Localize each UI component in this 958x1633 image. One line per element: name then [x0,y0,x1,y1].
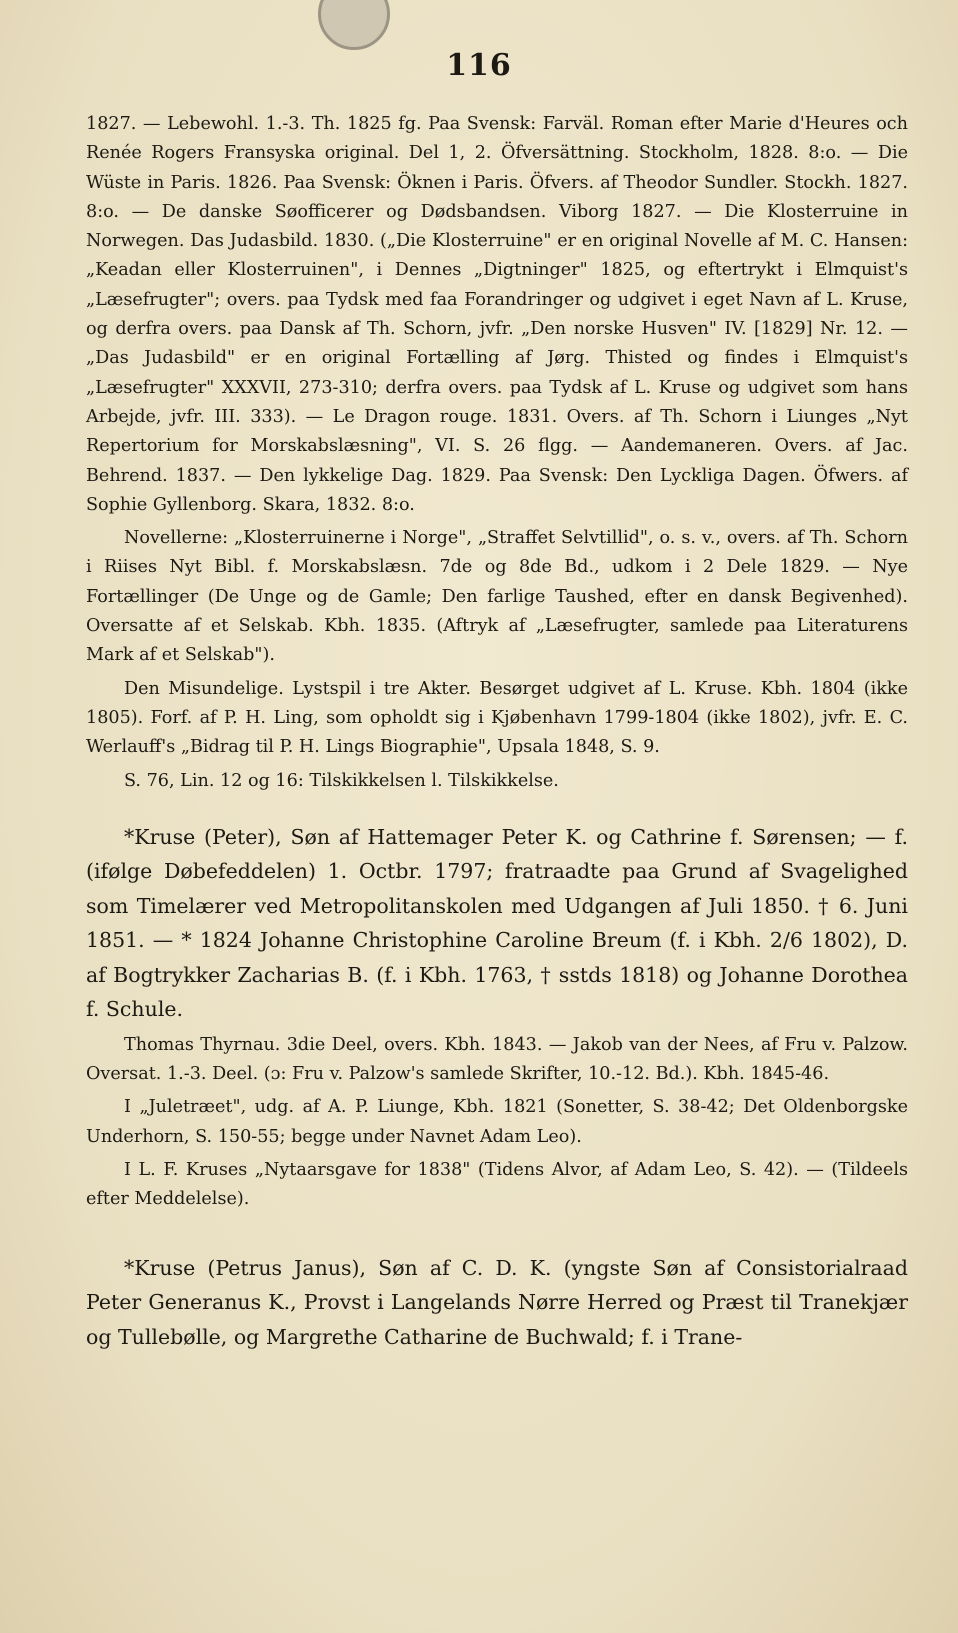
paragraph-1: 1827. — Lebewohl. 1.-3. Th. 1825 fg. Paa Svensk: Farväl. Roman efter Marie d'Heures och Renée Rogers Fransyska original. Del 1, 2. Öfversättning. Stockholm, 1828. 8:o. — Die Wüste in Paris. 1826. Paa Svensk: Öknen i Paris. Öfvers. af Theodor Sundler. Stockh. 1827. 8:o. — De danske Søofficerer og Dødsbandsen. Viborg 1827. — Die Klosterruine in Norwegen. Das Judasbild. 1830. („Die Klosterruine" er en original Novelle af M. C. Hansen: „Keadan eller Klosterruinen", i Dennes „Digtninger" 1825, og eftertrykt i Elmquist's „Læsefrugter"; overs. paa Tydsk med faa Forandringer og udgivet i eget Navn af L. Kruse, og derfra overs. paa Dansk af Th. Schorn, jvfr. „Den norske Husven" IV. [1829] Nr. 12. — „Das Judasbild" er en original Fortælling af Jørg. Thisted og findes i Elmquist's „Læsefrugter" XXXVII, 273-310; derfra overs. paa Tydsk af L. Kruse og udgivet som hans Arbejde, jvfr. III. 333). — Le Dragon rouge. 1831. Overs. af Th. Schorn i Liunges „Nyt Repertorium for Morskabslæsning", VI. S. 26 flgg. — Aandemaneren. Overs. af Jac. Behrend. 1837. — Den lykkelige Dag. 1829. Paa Svensk: Den Lyckliga Dagen. Öfwers. af Sophie Gyllenborg. Skara, 1832. 8:o. [86,114,908,515]
page-number: 116 [446,48,512,83]
paragraph-4: S. 76, Lin. 12 og 16: Tilskikkelsen l. Tilskikkelse. [124,770,559,791]
paragraph-6: Thomas Thyrnau. 3die Deel, overs. Kbh. 1843. — Jakob van der Nees, af Fru v. Palzow. Oversat. 1.-3. Deel. (ɔ: Fru v. Palzow's samlede Skrifter, 10.-12. Bd.). Kbh. 1845-46. [86,1034,908,1085]
entry-kruse-peter: *Kruse (Peter), Søn af Hattemager Peter K. og Cathrine f. Sørensen; — f. (ifølge Døbefeddelen) 1. Octbr. 1797; fratraadte paa Grund af Svagelighed som Timelærer ved Metropolitanskolen med Udgangen af Juli 1850. † 6. Juni 1851. — * 1824 Johanne Christophine Caroline Breum (f. i Kbh. 2/6 1802), D. af Bogtrykker Zacharias B. (f. i Kbh. 1763, † sstds 1818) og Johanne Dorothea f. Schule. [86,824,908,1022]
page-body [86,110,908,1354]
paragraph-3: Den Misundelige. Lystspil i tre Akter. Besørget udgivet af L. Kruse. Kbh. 1804 (ikke 1805). Forf. af P. H. Ling, som opholdt sig i Kjøbenhavn 1799-1804 (ikke 1802), jvfr. E. C. Werlauff's „Bidrag til P. H. Lings Biographie", Upsala 1848, S. 9. [86,678,908,758]
paragraph-7: I „Juletræet", udg. af A. P. Liunge, Kbh. 1821 (Sonetter, S. 38-42; Det Oldenborgske Underhorn, S. 150-55; begge under Navnet Adam Leo). [86,1097,908,1147]
entry-kruse-petrus-janus: *Kruse (Petrus Janus), Søn af C. D. K. (yngste Søn af Consistorialraad Peter Generanus K., Provst i Langelands Nørre Herred og Præst til Tranekjær og Tullebølle, og Margrethe Catharine de Buchwald; f. i Trane- [86,1255,908,1349]
binding-hole [318,0,390,50]
paragraph-2: Novellerne: „Klosterruinerne i Norge", „Straffet Selvtillid", o. s. v., overs. af Th. Schorn i Riises Nyt Bibl. f. Morskabslæsn. 7de og 8de Bd., udkom i 2 Dele 1829. — Nye Fortællinger (De Unge og de Gamle; Den farlige Taushed, efter en dansk Begivenhed). Oversatte af et Selskab. Kbh. 1835. (Aftryk af „Læsefrugter, samlede paa Literaturens Mark af et Selskab"). [86,528,908,666]
paragraph-8: I L. F. Kruses „Nytaarsgave for 1838" (Tidens Alvor, af Adam Leo, S. 42). — (Tildeels efter Meddelelse). [86,1160,908,1210]
